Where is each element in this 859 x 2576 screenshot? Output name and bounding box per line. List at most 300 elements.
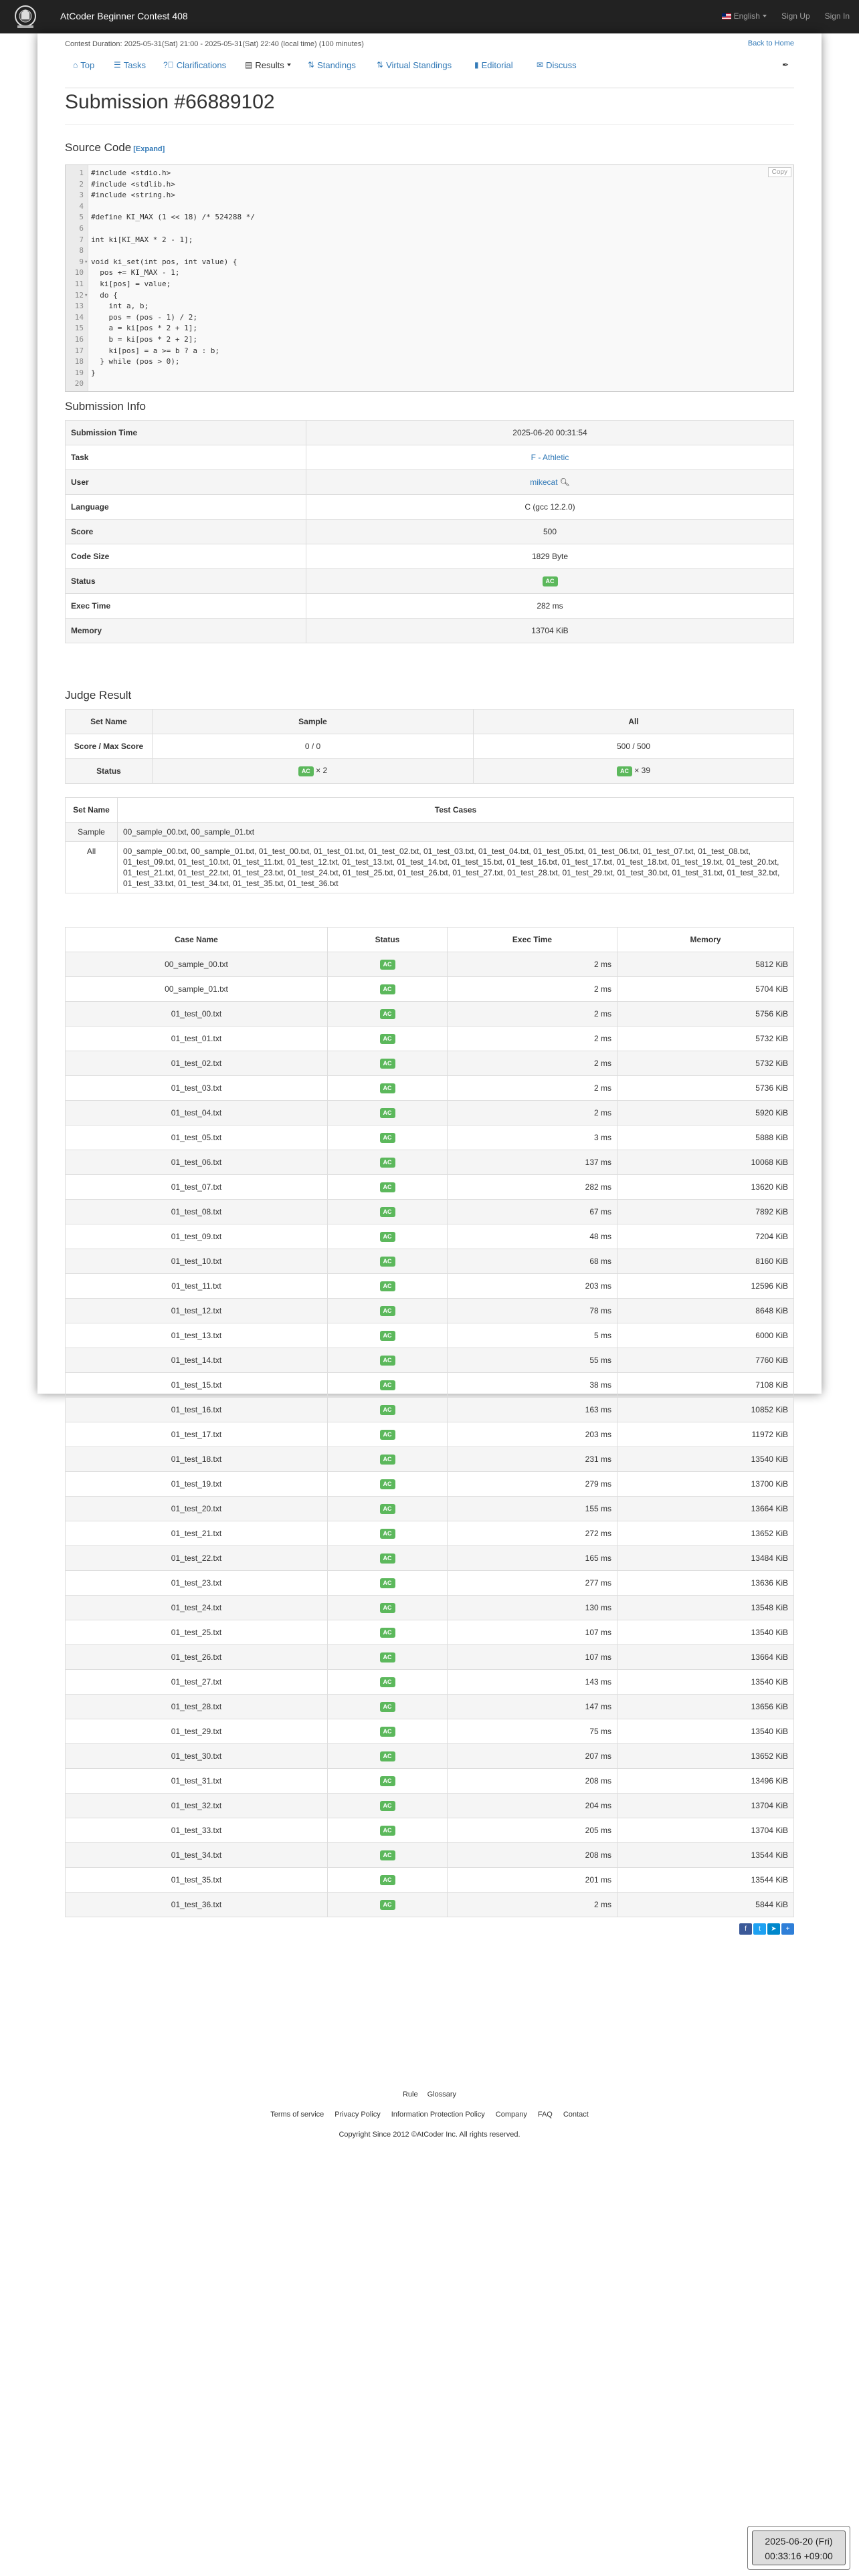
info-row [66, 445, 794, 470]
ac-badge: AC [380, 1727, 395, 1737]
table-row [66, 1521, 794, 1546]
case-exec-time: 2 ms [448, 1101, 617, 1125]
line-number: 5 [79, 213, 84, 222]
case-exec-time: 272 ms [448, 1521, 617, 1546]
contest-title-link[interactable]: AtCoder Beginner Contest 408 [60, 11, 188, 21]
ac-badge: AC [380, 1900, 395, 1910]
case-exec-time: 3 ms [448, 1125, 617, 1150]
case-name: 00_sample_01.txt [66, 977, 328, 1002]
ac-badge: AC [380, 1133, 395, 1143]
fold-toggle-icon[interactable]: ▾ [84, 258, 88, 265]
col-exec-time: Exec Time [448, 928, 617, 952]
line-number: 16 [74, 335, 84, 344]
case-status [328, 1596, 448, 1620]
ac-badge: AC [543, 576, 558, 586]
case-memory: 13636 KiB [617, 1571, 794, 1596]
case-memory: 10852 KiB [617, 1398, 794, 1422]
case-name: 01_test_03.txt [66, 1076, 328, 1101]
code-line [66, 379, 793, 390]
set-name: All [66, 842, 118, 893]
info-row [66, 520, 794, 544]
test-sets-table [65, 797, 794, 893]
test-set-row [66, 823, 794, 842]
code-text: } [91, 368, 96, 377]
col-test-cases: Test Cases [118, 798, 794, 823]
tab-discuss[interactable]: ✉ Discuss [537, 60, 577, 70]
ac-badge: AC [380, 1430, 395, 1440]
info-row [66, 495, 794, 520]
case-exec-time: 207 ms [448, 1744, 617, 1769]
case-status [328, 1670, 448, 1695]
copy-button[interactable]: Copy [768, 167, 791, 177]
case-name: 01_test_12.txt [66, 1299, 328, 1323]
ac-badge: AC [380, 1182, 395, 1192]
case-exec-time: 277 ms [448, 1571, 617, 1596]
case-status [328, 1348, 448, 1373]
ac-badge: AC [617, 766, 632, 776]
ac-badge: AC [380, 1108, 395, 1118]
case-name: 01_test_24.txt [66, 1596, 328, 1620]
judge-result-table [65, 709, 794, 784]
case-exec-time: 2 ms [448, 1051, 617, 1076]
code-text: #include <stdio.h> [91, 169, 171, 177]
footer-link-contact[interactable]: Contact [563, 2111, 589, 2119]
ac-badge: AC [380, 1875, 395, 1885]
source-code-block [65, 165, 794, 392]
judge-result-heading: Judge Result [65, 689, 132, 702]
case-name: 01_test_06.txt [66, 1150, 328, 1175]
case-name: 01_test_14.txt [66, 1348, 328, 1373]
case-name: 01_test_31.txt [66, 1769, 328, 1794]
atcoder-logo-icon[interactable] [8, 3, 43, 30]
code-line [66, 290, 793, 302]
search-icon[interactable]: 🔍︎ [559, 477, 570, 487]
line-number: 18 [74, 357, 84, 366]
ac-badge: AC [380, 1257, 395, 1267]
col-status: Status [328, 928, 448, 952]
line-number: 10 [74, 268, 84, 278]
case-status [328, 1794, 448, 1818]
language-dropdown[interactable]: English [722, 11, 767, 21]
ac-badge: AC [380, 1529, 395, 1539]
user-link[interactable]: mikecat [530, 477, 558, 487]
code-line [66, 312, 793, 324]
line-number: 13 [74, 302, 84, 311]
case-name: 01_test_26.txt [66, 1645, 328, 1670]
table-row [66, 1596, 794, 1620]
case-status [328, 1497, 448, 1521]
line-number: 15 [74, 324, 84, 333]
case-memory: 5704 KiB [617, 977, 794, 1002]
ac-badge: AC [380, 1801, 395, 1811]
ac-badge: AC [380, 1455, 395, 1465]
ac-badge: AC [380, 1380, 395, 1390]
comment-icon: ✉ [537, 60, 544, 70]
case-memory: 13540 KiB [617, 1719, 794, 1744]
ac-badge: AC [380, 1751, 395, 1761]
code-line [66, 212, 793, 223]
table-row [66, 1175, 794, 1200]
code-line [66, 245, 793, 257]
case-status [328, 1521, 448, 1546]
table-row [66, 1447, 794, 1472]
case-name: 01_test_35.txt [66, 1868, 328, 1893]
clock-widget [747, 2526, 850, 2570]
case-status [328, 1125, 448, 1150]
case-status [328, 1868, 448, 1893]
code-text: pos += KI_MAX - 1; [91, 268, 180, 278]
case-memory: 8648 KiB [617, 1299, 794, 1323]
info-row [66, 569, 794, 594]
table-row [66, 1571, 794, 1596]
case-status [328, 1719, 448, 1744]
info-label: Score [66, 520, 306, 544]
ac-badge: AC [380, 1207, 395, 1217]
case-status [328, 1447, 448, 1472]
line-number: 17 [74, 346, 84, 355]
table-row [66, 1818, 794, 1843]
case-name: 01_test_36.txt [66, 1893, 328, 1917]
code-line [66, 323, 793, 334]
table-row [66, 977, 794, 1002]
case-name: 01_test_22.txt [66, 1546, 328, 1571]
table-row [66, 1744, 794, 1769]
tab-clarifications[interactable]: ?⃝ Clarifications [163, 60, 227, 70]
case-status [328, 1076, 448, 1101]
case-status [328, 1744, 448, 1769]
table-row [66, 1274, 794, 1299]
ac-badge: AC [380, 1059, 395, 1069]
tab-editorial[interactable]: ▮ Editorial [474, 60, 513, 70]
expand-link[interactable]: [Expand] [133, 145, 165, 153]
table-row [66, 1670, 794, 1695]
info-row [66, 619, 794, 643]
footer-link-rule[interactable]: Rule [402, 2090, 418, 2099]
clock-time: 00:33:16 +09:00 [765, 2551, 833, 2561]
score-label: Score / Max Score [66, 734, 153, 759]
ac-badge: AC [380, 1158, 395, 1168]
code-text: a = ki[pos * 2 + 1]; [91, 324, 197, 333]
case-memory: 13548 KiB [617, 1596, 794, 1620]
ac-badge: AC [380, 1603, 395, 1613]
case-name: 01_test_28.txt [66, 1695, 328, 1719]
tab-tasks[interactable]: ☰ Tasks [114, 60, 146, 70]
source-code-heading: Source Code [Expand] [65, 141, 165, 154]
set-cases: 00_sample_00.txt, 00_sample_01.txt [118, 823, 794, 842]
sign-in-link[interactable]: Sign In [824, 11, 850, 21]
case-name: 01_test_23.txt [66, 1571, 328, 1596]
caret-down-icon [763, 15, 767, 17]
footer-link-info-protection[interactable]: Information Protection Policy [391, 2111, 485, 2119]
case-memory: 10068 KiB [617, 1150, 794, 1175]
case-exec-time: 231 ms [448, 1447, 617, 1472]
case-status [328, 1818, 448, 1843]
code-line [66, 267, 793, 279]
table-row [66, 1843, 794, 1868]
ac-badge: AC [380, 1677, 395, 1687]
code-line [66, 190, 793, 201]
case-memory: 13652 KiB [617, 1521, 794, 1546]
case-name: 01_test_18.txt [66, 1447, 328, 1472]
code-line [66, 368, 793, 379]
copyright: Copyright Since 2012 ©AtCoder Inc. All rights reserved. [339, 2131, 520, 2139]
line-number: 6 [79, 224, 84, 233]
ac-badge: AC [380, 1702, 395, 1712]
line-number: 1 [79, 169, 84, 177]
home-icon: ⌂ [73, 60, 78, 70]
case-exec-time: 205 ms [448, 1818, 617, 1843]
fold-toggle-icon[interactable]: ▾ [84, 292, 88, 299]
case-status [328, 1299, 448, 1323]
sort-icon: ⇅ [308, 60, 315, 70]
ac-badge: AC [380, 1232, 395, 1242]
caret-down-icon [287, 64, 291, 66]
info-label: Language [66, 495, 306, 520]
navbar-right [722, 11, 850, 21]
case-name: 01_test_29.txt [66, 1719, 328, 1744]
col-set-name: Set Name [66, 710, 153, 734]
facebook-icon[interactable]: f [739, 1923, 752, 1935]
ac-badge: AC [380, 1356, 395, 1366]
table-row [66, 1398, 794, 1422]
page-title: Submission #66889102 [65, 91, 275, 113]
case-exec-time: 143 ms [448, 1670, 617, 1695]
case-memory: 13484 KiB [617, 1546, 794, 1571]
case-memory: 13652 KiB [617, 1744, 794, 1769]
case-name: 01_test_13.txt [66, 1323, 328, 1348]
list-icon: ☰ [114, 60, 121, 70]
table-row [66, 1497, 794, 1521]
table-row [66, 1719, 794, 1744]
code-line [66, 179, 793, 191]
case-name: 01_test_20.txt [66, 1497, 328, 1521]
case-status [328, 1645, 448, 1670]
table-row [66, 1868, 794, 1893]
case-memory: 13540 KiB [617, 1620, 794, 1645]
case-exec-time: 75 ms [448, 1719, 617, 1744]
case-exec-time: 130 ms [448, 1596, 617, 1620]
case-memory: 7892 KiB [617, 1200, 794, 1224]
tab-results[interactable]: ▤ Results [245, 55, 291, 75]
back-to-home-link[interactable]: Back to Home [747, 39, 794, 47]
case-exec-time: 203 ms [448, 1274, 617, 1299]
case-exec-time: 2 ms [448, 1002, 617, 1027]
case-status [328, 1200, 448, 1224]
twitter-icon[interactable]: t [753, 1923, 766, 1935]
clock-display [752, 2531, 846, 2565]
question-icon: ?⃝ [163, 60, 174, 70]
main-container [37, 33, 822, 1933]
case-memory: 13540 KiB [617, 1670, 794, 1695]
set-name: Sample [66, 823, 118, 842]
case-memory: 13620 KiB [617, 1175, 794, 1200]
info-row [66, 544, 794, 569]
code-text: ki[pos] = value; [91, 280, 171, 288]
table-row [66, 1125, 794, 1150]
sign-up-link[interactable]: Sign Up [781, 11, 810, 21]
footer-link-privacy[interactable]: Privacy Policy [335, 2111, 381, 2119]
table-row [66, 1645, 794, 1670]
score-sample: 0 / 0 [153, 734, 474, 759]
case-name: 01_test_15.txt [66, 1373, 328, 1398]
case-exec-time: 279 ms [448, 1472, 617, 1497]
case-name: 01_test_09.txt [66, 1224, 328, 1249]
line-number: 8 [79, 246, 84, 255]
case-exec-time: 137 ms [448, 1150, 617, 1175]
case-memory: 13700 KiB [617, 1472, 794, 1497]
case-status [328, 1373, 448, 1398]
case-memory: 5732 KiB [617, 1051, 794, 1076]
test-set-row [66, 842, 794, 893]
ac-badge: AC [380, 1281, 395, 1291]
footer-link-company[interactable]: Company [495, 2111, 527, 2119]
table-row [66, 1249, 794, 1274]
col-all: All [474, 710, 794, 734]
line-number: 14 [74, 312, 84, 322]
code-text: ki[pos] = a >= b ? a : b; [91, 346, 220, 355]
telegram-icon[interactable]: ➤ [767, 1923, 780, 1935]
case-exec-time: 208 ms [448, 1843, 617, 1868]
info-label: User [66, 470, 306, 495]
footer-link-terms[interactable]: Terms of service [270, 2111, 324, 2119]
case-exec-time: 282 ms [448, 1175, 617, 1200]
case-exec-time: 55 ms [448, 1348, 617, 1373]
case-name: 01_test_17.txt [66, 1422, 328, 1447]
line-number: 4 [79, 201, 84, 211]
case-name: 01_test_07.txt [66, 1175, 328, 1200]
line-number: 20 [74, 379, 84, 389]
case-memory: 8160 KiB [617, 1249, 794, 1274]
plus-icon[interactable]: + [781, 1923, 794, 1935]
case-status [328, 952, 448, 977]
table-row [66, 1051, 794, 1076]
code-text: do { [91, 290, 118, 300]
case-name: 01_test_21.txt [66, 1521, 328, 1546]
ac-badge: AC [380, 960, 395, 970]
case-status [328, 1249, 448, 1274]
case-exec-time: 2 ms [448, 952, 617, 977]
case-status [328, 1769, 448, 1794]
col-sample: Sample [153, 710, 474, 734]
case-status [328, 1695, 448, 1719]
info-label: Exec Time [66, 594, 306, 619]
status-sample: AC × 2 [153, 759, 474, 784]
table-row [66, 1472, 794, 1497]
case-memory: 5756 KiB [617, 1002, 794, 1027]
code-text: void ki_set(int pos, int value) { [91, 257, 237, 266]
case-name: 01_test_33.txt [66, 1818, 328, 1843]
info-value: 282 ms [306, 594, 794, 619]
case-exec-time: 201 ms [448, 1868, 617, 1893]
info-value: 1829 Byte [306, 544, 794, 569]
code-line [66, 279, 793, 290]
case-name: 01_test_04.txt [66, 1101, 328, 1125]
info-value [306, 445, 794, 470]
code-line [66, 346, 793, 357]
info-row [66, 594, 794, 619]
case-exec-time: 204 ms [448, 1794, 617, 1818]
tab-top[interactable]: ⌂ Top [73, 60, 95, 70]
case-name: 01_test_25.txt [66, 1620, 328, 1645]
case-memory: 7204 KiB [617, 1224, 794, 1249]
case-name: 01_test_00.txt [66, 1002, 328, 1027]
ac-badge: AC [380, 1776, 395, 1786]
clock-date: 2025-06-20 (Fri) [765, 2536, 833, 2547]
case-memory: 5736 KiB [617, 1076, 794, 1101]
case-status [328, 1472, 448, 1497]
code-text: int a, b; [91, 302, 149, 311]
case-status [328, 1274, 448, 1299]
table-row [66, 1373, 794, 1398]
ac-badge: AC [380, 1850, 395, 1860]
ac-badge: AC [380, 1405, 395, 1415]
case-status [328, 1002, 448, 1027]
ac-badge: AC [380, 1479, 395, 1489]
footer-link-glossary[interactable]: Glossary [427, 2090, 457, 2099]
case-exec-time: 2 ms [448, 1893, 617, 1917]
code-line [66, 223, 793, 235]
case-name: 00_sample_00.txt [66, 952, 328, 977]
ac-badge: AC [380, 1083, 395, 1093]
case-exec-time: 38 ms [448, 1373, 617, 1398]
case-memory: 13496 KiB [617, 1769, 794, 1794]
ac-badge: AC [380, 1826, 395, 1836]
submission-info-heading: Submission Info [65, 400, 146, 413]
footer-link-faq[interactable]: FAQ [537, 2111, 553, 2119]
code-line [66, 334, 793, 346]
task-link[interactable]: F - Athletic [531, 453, 569, 462]
table-row [66, 1002, 794, 1027]
info-value [306, 569, 794, 594]
info-row [66, 470, 794, 495]
case-exec-time: 48 ms [448, 1224, 617, 1249]
tab-virtual-standings[interactable]: ⇅ Virtual Standings [377, 60, 452, 70]
case-name: 01_test_08.txt [66, 1200, 328, 1224]
ac-badge: AC [380, 1009, 395, 1019]
ac-badge: AC [380, 1578, 395, 1588]
table-row [66, 1794, 794, 1818]
ac-badge: AC [380, 1628, 395, 1638]
info-row [66, 421, 794, 445]
ac-badge: AC [380, 1504, 395, 1514]
code-text: #define KI_MAX (1 << 18) /* 524288 */ [91, 213, 256, 222]
case-exec-time: 208 ms [448, 1769, 617, 1794]
table-row [66, 1546, 794, 1571]
case-exec-time: 163 ms [448, 1398, 617, 1422]
case-memory: 7108 KiB [617, 1373, 794, 1398]
ac-badge: AC [380, 1553, 395, 1564]
case-exec-time: 2 ms [448, 977, 617, 1002]
pin-icon[interactable]: ✒ [781, 60, 789, 70]
case-status [328, 1150, 448, 1175]
code-text: pos = (pos - 1) / 2; [91, 312, 197, 322]
status-label: Status [66, 759, 153, 784]
info-label: Submission Time [66, 421, 306, 445]
tab-standings[interactable]: ⇅ Standings [308, 60, 356, 70]
line-number: 3 [79, 191, 84, 200]
ac-badge: AC [380, 1034, 395, 1044]
code-text: b = ki[pos * 2 + 2]; [91, 335, 197, 344]
case-memory: 11972 KiB [617, 1422, 794, 1447]
test-cases-table [65, 927, 794, 1917]
case-name: 01_test_10.txt [66, 1249, 328, 1274]
case-exec-time: 203 ms [448, 1422, 617, 1447]
table-row [66, 1101, 794, 1125]
case-memory: 6000 KiB [617, 1323, 794, 1348]
ac-badge: AC [380, 984, 395, 994]
case-status [328, 1843, 448, 1868]
case-memory: 5812 KiB [617, 952, 794, 977]
